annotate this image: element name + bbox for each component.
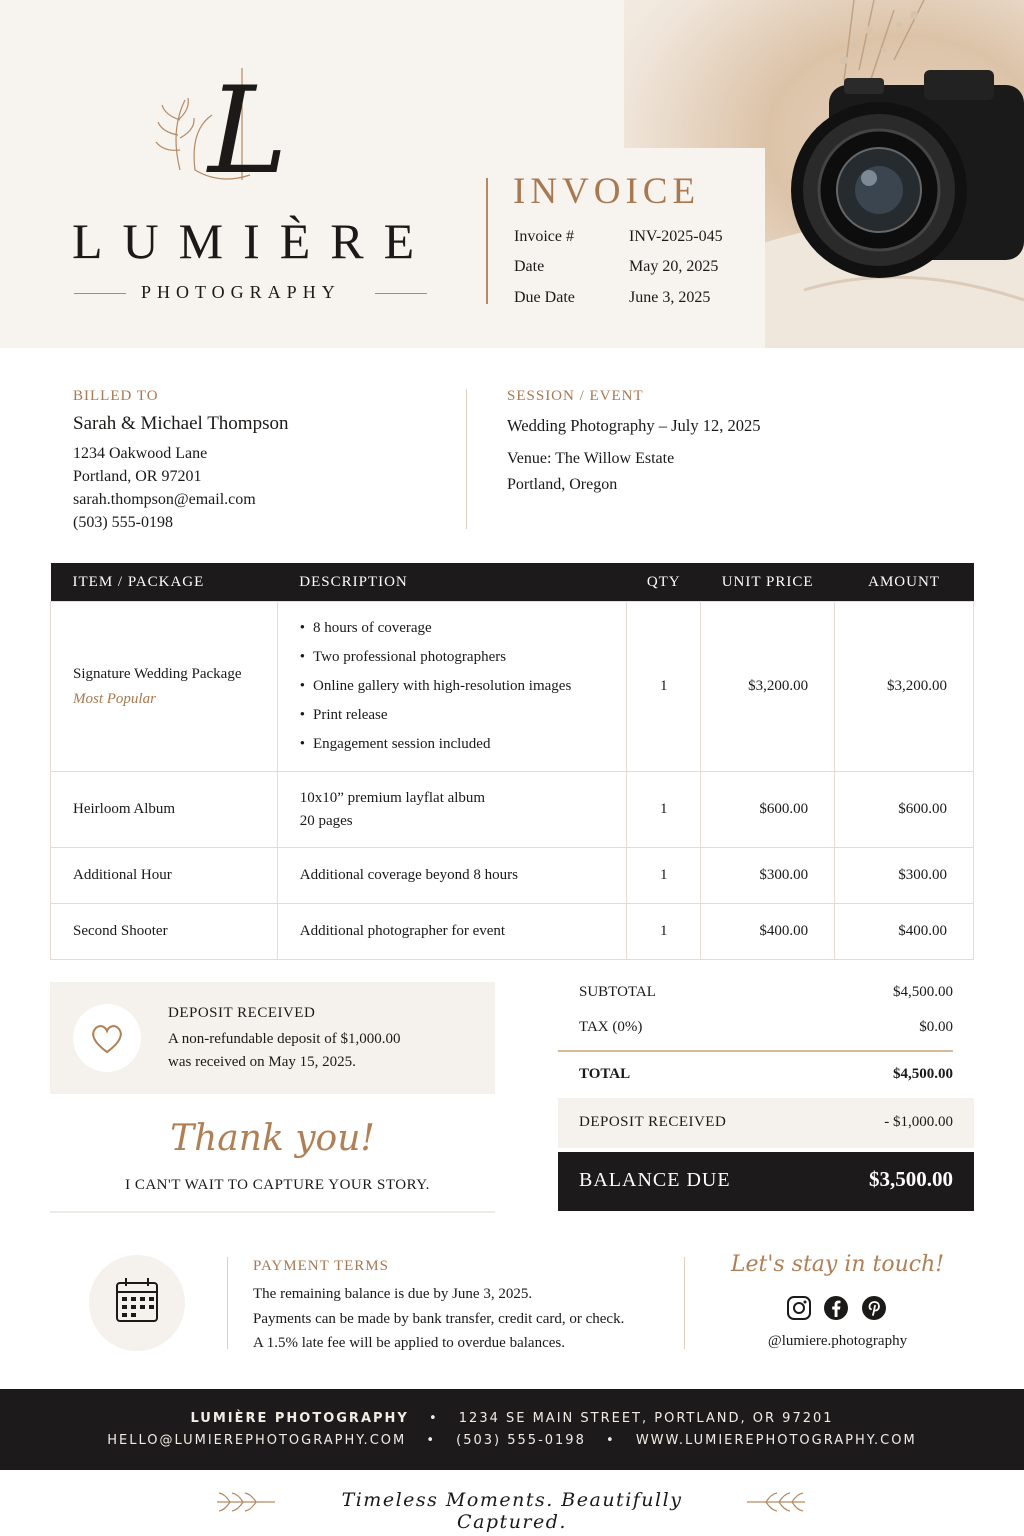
list-item: • Online gallery with high-resolution images [300,672,627,701]
table-row [51,848,974,904]
item-amount: $400.00 [835,904,974,960]
items-table [50,563,974,960]
item-unit-price: $600.00 [701,772,835,848]
footer-website[interactable]: WWW.LUMIEREPHOTOGRAPHY.COM [635,1433,917,1448]
tax-value: $0.00 [919,1019,953,1035]
item-unit-price: $400.00 [701,904,835,960]
item-name: Signature Wedding Package [73,665,242,682]
payment-line3: A 1.5% late fee will be applied to overdue balances. [253,1335,565,1351]
tagline: Timeless Moments. Beautifully Captured. [341,1489,683,1533]
client-address1: 1234 Oakwood Lane [73,445,208,462]
client-name: Sarah & Michael Thompson [73,413,289,434]
divider [375,293,427,294]
item-desc: 20 pages [299,812,353,829]
item-desc: Additional photographer for event [277,904,627,960]
footer-bar [0,1389,1024,1470]
item-amount: $300.00 [835,848,974,904]
footer-email[interactable]: HELLO@LUMIEREPHOTOGRAPHY.COM [107,1433,407,1448]
item-qty: 1 [627,848,701,904]
laurel-right-icon [745,1488,807,1516]
list-item: • 8 hours of coverage [300,614,627,643]
divider [558,1050,953,1052]
footer-phone: (503) 555-0198 [456,1433,586,1448]
item-qty: 1 [627,772,701,848]
balance-label: BALANCE DUE [579,1169,731,1191]
vertical-divider [486,178,488,304]
client-email[interactable]: sarah.thompson@email.com [73,491,256,508]
due-date: June 3, 2025 [629,289,711,306]
session-location: Portland, Oregon [507,476,618,493]
separator-dot: • [428,1411,439,1426]
payment-line1: The remaining balance is due by June 3, 2025. [253,1286,533,1302]
header [0,0,1024,348]
deposit-line2: was received on May 15, 2025. [168,1054,356,1070]
invoice-number-label: Invoice # [514,228,574,245]
calendar-icon [89,1255,185,1351]
vertical-divider [466,389,467,529]
deposit-value: - $1,000.00 [884,1114,953,1130]
list-item: • Print release [300,701,627,730]
deposit-title: DEPOSIT RECEIVED [168,1005,316,1021]
session-label: SESSION / EVENT [507,388,644,404]
calendar-badge [89,1255,185,1351]
table-header [51,563,974,602]
laurel-left-icon [215,1488,277,1516]
tax-label: TAX (0%) [579,1019,643,1035]
invoice-date-label: Date [514,258,545,275]
heart-badge [73,1004,141,1072]
item-name: Heirloom Album [51,772,278,848]
item-qty: 1 [627,904,701,960]
deposit-label: DEPOSIT RECEIVED [579,1114,727,1130]
table-row [51,904,974,960]
billed-to-label: BILLED TO [73,388,159,404]
item-name: Second Shooter [51,904,278,960]
brand-name: LUMIÈRE [72,213,435,269]
thank-you-line: I CAN'T WAIT TO CAPTURE YOUR STORY. [125,1177,430,1193]
divider [74,293,126,294]
vertical-divider [227,1257,228,1349]
divider [50,1211,495,1213]
client-address2: Portland, OR 97201 [73,468,202,485]
item-amount: $600.00 [835,772,974,848]
heart-icon [73,1004,141,1072]
balance-value: $3,500.00 [869,1167,953,1191]
due-date-label: Due Date [514,289,575,306]
client-phone: (503) 555-0198 [73,514,173,531]
item-tag: Most Popular [73,690,156,707]
list-item: • Two professional photographers [300,643,627,672]
item-name: Additional Hour [51,848,278,904]
footer-company: LUMIÈRE PHOTOGRAPHY [190,1411,409,1426]
pinterest-icon[interactable] [861,1295,887,1321]
payment-terms-label: PAYMENT TERMS [253,1258,389,1274]
item-desc: 10x10” premium layflat album [299,789,486,806]
col-header-qty: QTY [627,563,701,602]
session-venue: Venue: The Willow Estate [507,450,675,467]
list-item: • Engagement session included [300,730,627,759]
item-amount: $3,200.00 [835,602,974,772]
session-title: Wedding Photography – July 12, 2025 [507,416,761,435]
vertical-divider [684,1257,685,1349]
invoice-title: INVOICE [513,171,701,212]
instagram-icon[interactable] [786,1295,812,1321]
table-row [51,772,974,848]
item-bullets [300,614,627,759]
footer-address: 1234 SE MAIN STREET, PORTLAND, OR 97201 [458,1411,834,1426]
payment-line2: Payments can be made by bank transfer, credit card, or check. [253,1311,625,1327]
total-value: $4,500.00 [893,1066,953,1082]
stay-in-touch-script: Let's stay in touch! [730,1252,945,1277]
separator-dot: • [426,1433,437,1448]
monogram-logo-icon [150,60,320,190]
col-header-unit-price: UNIT PRICE [701,563,835,602]
table-row [51,602,974,772]
thank-you-script: Thank you! [170,1118,375,1159]
item-unit-price: $3,200.00 [701,602,835,772]
facebook-icon[interactable] [823,1295,849,1321]
invoice-number: INV-2025-045 [629,228,723,245]
col-header-item: ITEM / PACKAGE [51,563,278,602]
col-header-amount: AMOUNT [835,563,974,602]
social-handle[interactable]: @lumiere.photography [767,1333,908,1349]
footer-line2 [0,1433,1024,1448]
item-unit-price: $300.00 [701,848,835,904]
item-qty: 1 [627,602,701,772]
separator-dot: • [606,1433,616,1448]
subtotal-label: SUBTOTAL [579,984,656,1000]
subtotal-value: $4,500.00 [893,984,953,1000]
col-header-description: DESCRIPTION [277,563,627,602]
item-desc: Additional coverage beyond 8 hours [277,848,627,904]
brand-sub: PHOTOGRAPHY [141,282,341,302]
invoice-date: May 20, 2025 [629,258,719,275]
total-label: TOTAL [579,1066,631,1082]
footer-line1 [0,1411,1024,1426]
deposit-line1: A non-refundable deposit of $1,000.00 [168,1031,401,1047]
monogram-letter: L [208,62,288,190]
